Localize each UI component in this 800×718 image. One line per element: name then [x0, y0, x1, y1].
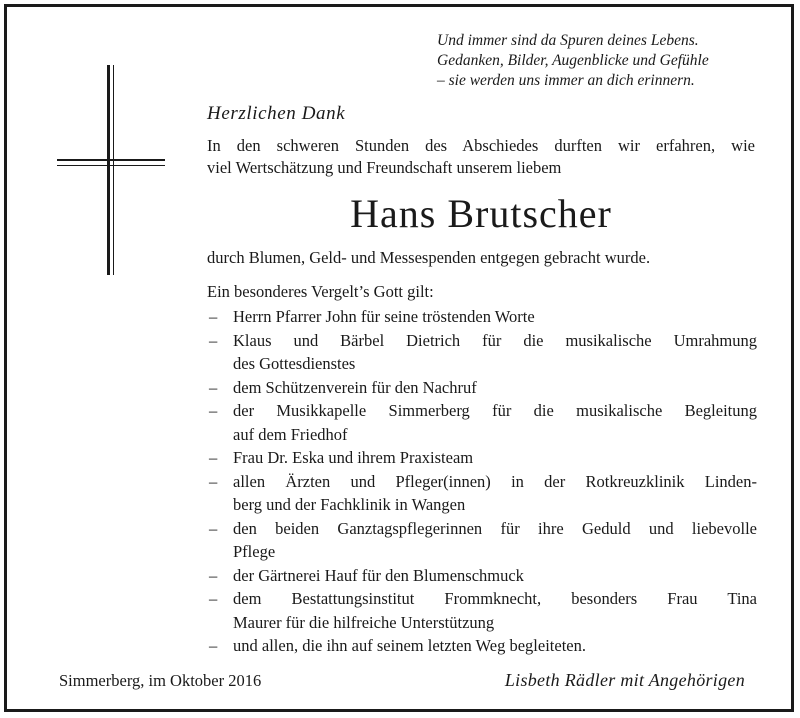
list-item-line: Herrn Pfarrer John für seine tröstenden Worte — [233, 307, 535, 326]
list-item-line: den beiden Ganztagspflegerinnen für ihre Geduld und liebevolle — [233, 518, 757, 538]
thanks-list — [207, 305, 757, 658]
list-item-line: der Musikkapelle Simmerberg für die musikalische Begleitung — [233, 401, 757, 420]
list-item — [207, 305, 757, 329]
list-item-line: des Gottesdienstes — [233, 354, 356, 373]
list-item-line: dem Schützenverein für den Nachruf — [233, 377, 477, 397]
dash-bullet: – — [209, 330, 218, 350]
list-item-line: allen Ärzten und Pfleger(innen) in der Rotkreuzklinik Linden- — [233, 471, 757, 491]
list-item — [207, 587, 757, 634]
dash-bullet: – — [209, 565, 218, 585]
cross-horizontal-bar — [57, 159, 165, 161]
list-item-line: Maurer für die hilfreiche Unterstützung — [233, 612, 495, 632]
intro-line: In den schweren Stunden des Abschiedes durften wir erfahren, wie — [207, 136, 755, 155]
place-date: Simmerberg, im Oktober 2016 — [59, 671, 262, 690]
dash-bullet: – — [209, 636, 218, 655]
list-item-line: auf dem Friedhof — [233, 424, 348, 444]
list-item — [207, 376, 757, 400]
intro-line: viel Wertschätzung und Freundschaft unserem liebem — [207, 158, 562, 177]
cross-vertical-bar-thin — [113, 65, 114, 275]
dash-bullet: – — [209, 377, 218, 397]
list-item — [207, 470, 757, 517]
cross-horizontal-bar-thin — [57, 165, 165, 166]
list-item — [207, 329, 757, 376]
thanks-lead: Ein besonderes Vergelt’s Gott gilt: — [207, 282, 434, 301]
list-item — [207, 634, 757, 658]
quote-line: Gedanken, Bilder, Augenblicke und Gefühle — [437, 52, 709, 69]
dash-bullet: – — [209, 448, 218, 467]
obituary-notice — [4, 4, 794, 712]
after-name-text: durch Blumen, Geld- und Messespenden entgegen gebracht wurde. — [207, 248, 651, 267]
list-item-line: Klaus und Bärbel Dietrich für die musikalische Umrahmung — [233, 330, 757, 350]
quote-line: Und immer sind da Spuren deines Lebens. — [437, 32, 699, 49]
dash-bullet: – — [209, 589, 218, 608]
list-item-line: der Gärtnerei Hauf für den Blumenschmuck — [233, 565, 524, 585]
dash-bullet: – — [209, 518, 218, 538]
list-item — [207, 399, 757, 446]
quote-line: – sie werden uns immer an dich erinnern. — [437, 72, 695, 89]
dash-bullet: – — [209, 401, 218, 420]
list-item-line: dem Bestattungsinstitut Frommknecht, besonders Frau Tina — [233, 589, 757, 608]
intro-text — [207, 135, 755, 179]
list-item-line: berg und der Fachklinik in Wangen — [233, 495, 466, 514]
signature: Lisbeth Rädler mit Angehörigen — [504, 670, 745, 690]
list-item — [207, 517, 757, 564]
cross-vertical-bar — [107, 65, 110, 275]
dash-bullet: – — [209, 307, 218, 326]
list-item — [207, 564, 757, 588]
list-item-line: Frau Dr. Eska und ihrem Praxisteam — [233, 448, 474, 467]
list-item-line: und allen, die ihn auf seinem letzten Weg begleiteten. — [233, 636, 586, 655]
list-item — [207, 446, 757, 470]
list-item-line: Pflege — [233, 542, 276, 561]
dash-bullet: – — [209, 471, 218, 491]
thanks-heading: Herzlichen Dank — [207, 103, 346, 124]
memorial-quote — [437, 31, 709, 91]
deceased-name: Hans Brutscher — [350, 191, 612, 236]
